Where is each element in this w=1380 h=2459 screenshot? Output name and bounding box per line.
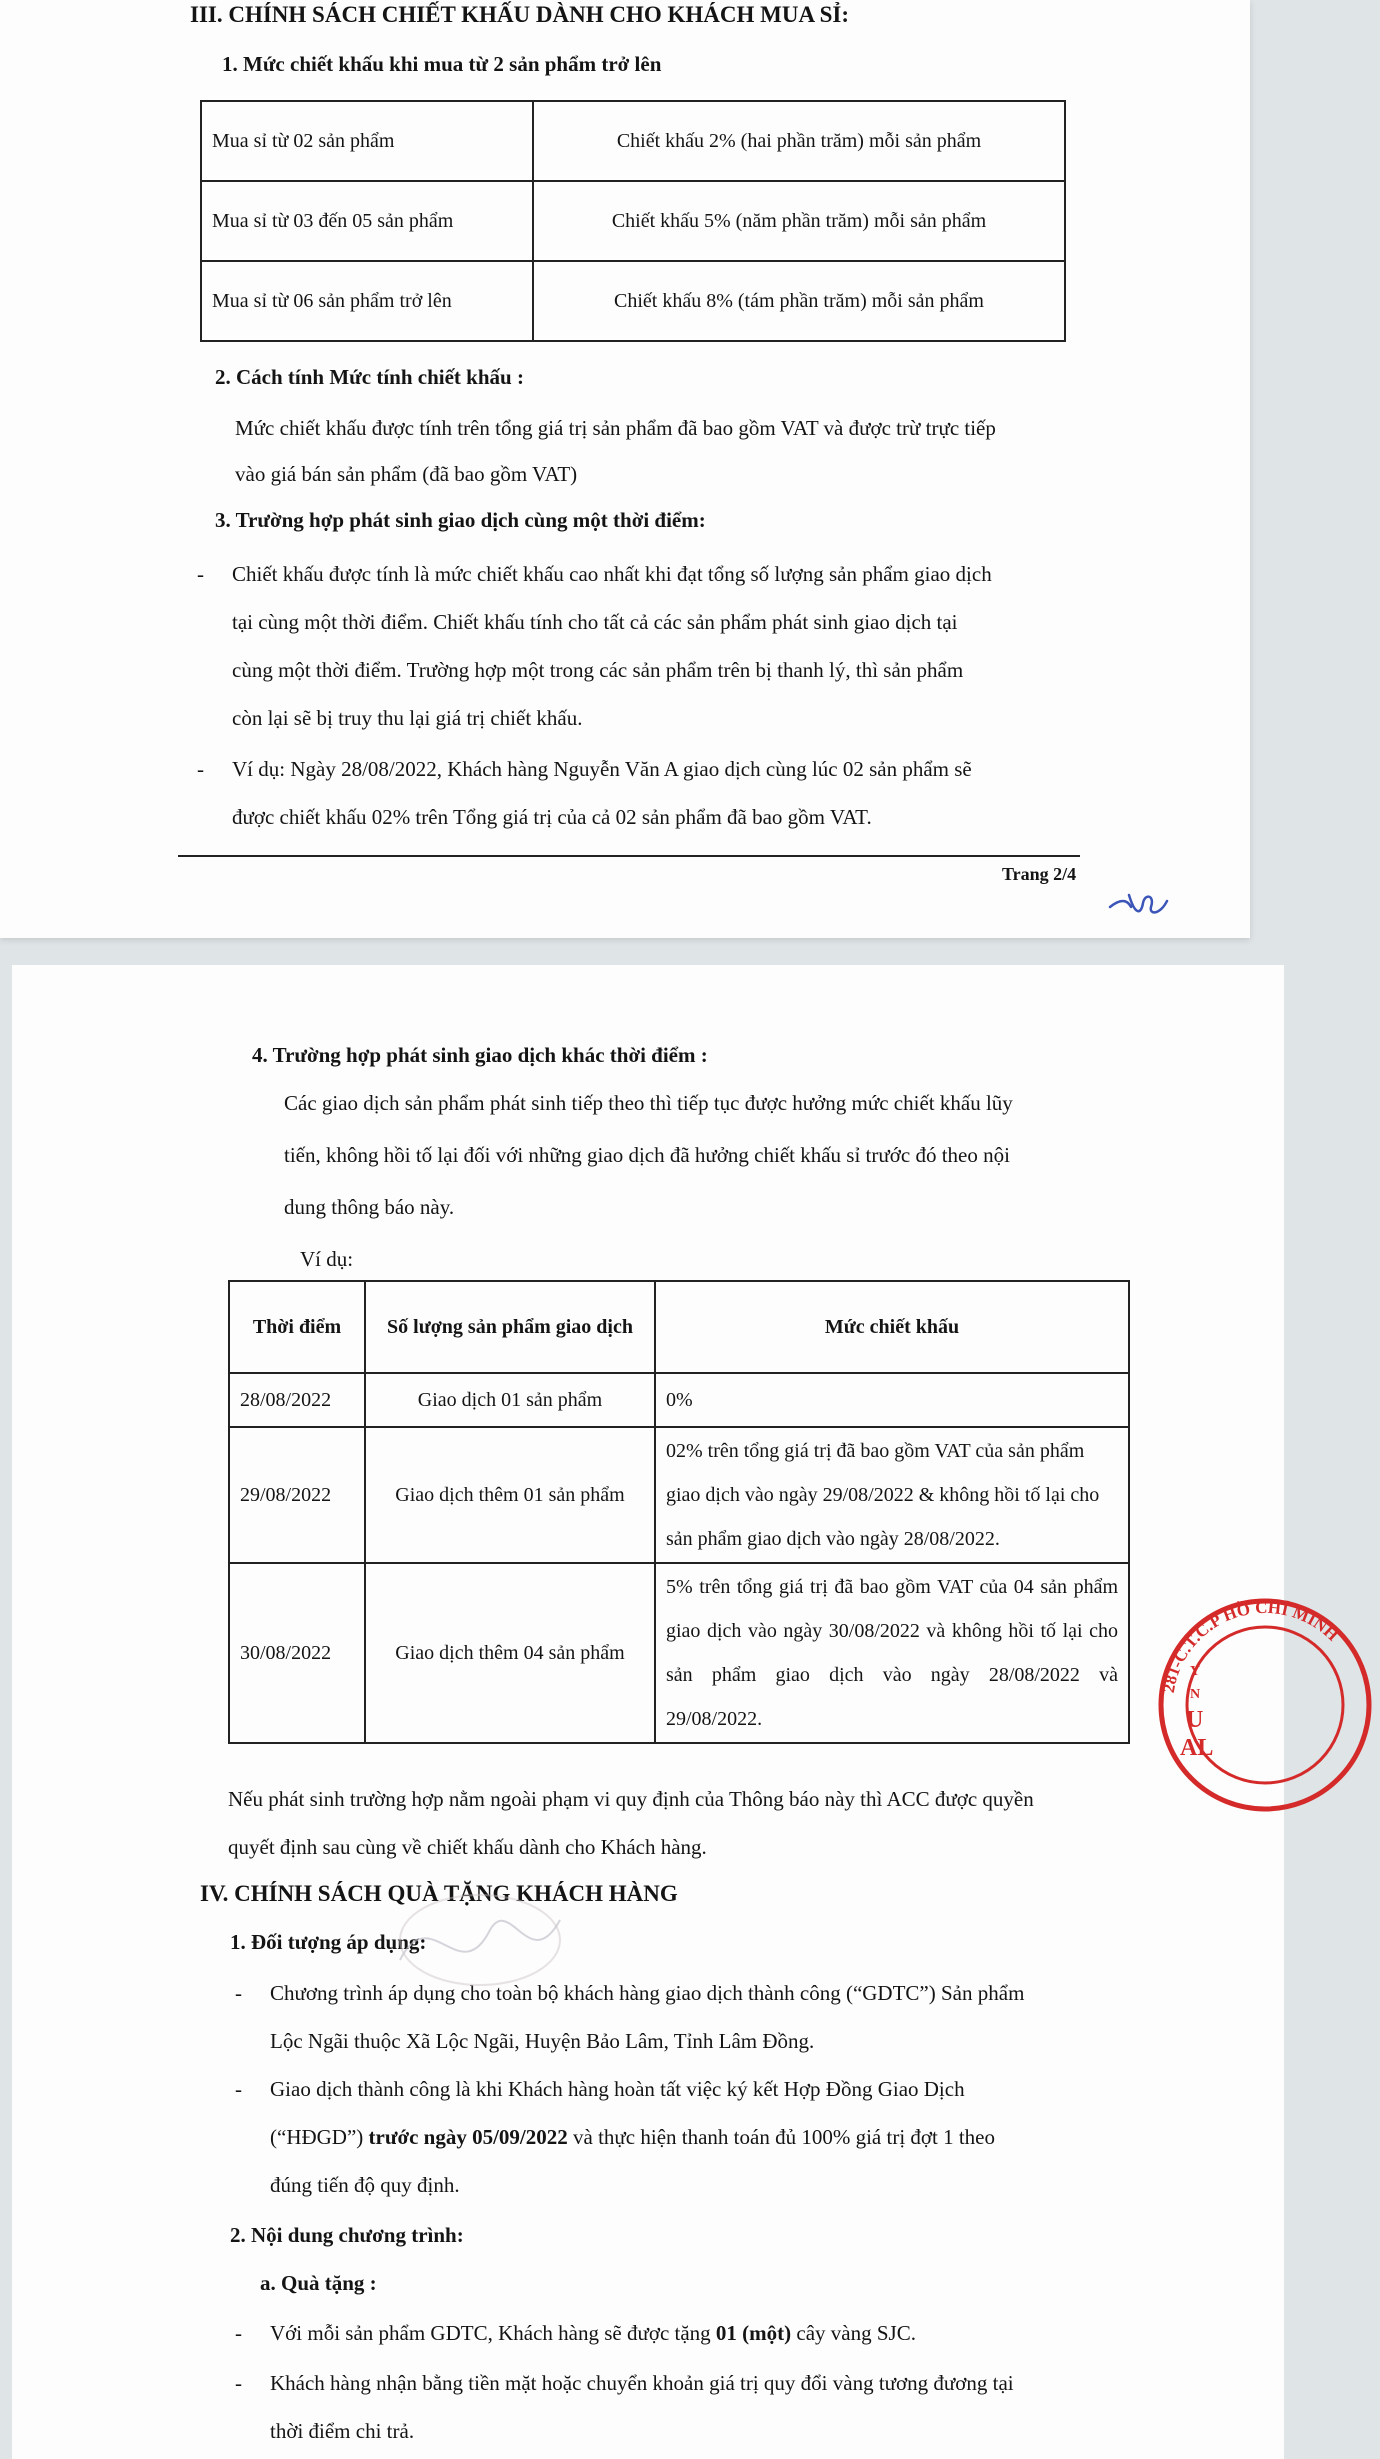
subsection-4-title: 4. Trường hợp phát sinh giao dịch khác thời điểm : bbox=[252, 1043, 708, 1067]
seal-icon bbox=[1150, 1595, 1380, 1815]
table-row bbox=[229, 1427, 1129, 1563]
subsection-3-title: 3. Trường hợp phát sinh giao dịch cùng một thời điểm: bbox=[215, 508, 706, 532]
example-label: Ví dụ: bbox=[300, 1247, 354, 1271]
paragraph-line: tiến, không hồi tố lại đối với những giao dịch đã hưởng chiết khấu sỉ trước đó theo nội bbox=[284, 1143, 1010, 1167]
table-cell: 5% trên tổng giá trị đã bao gồm VAT của 04 sản phẩm giao dịch vào ngày 30/08/2022 và không hồi tố lại cho sản phẩm giao dịch vào ngày 28/08/2022 và 29/08/2022. bbox=[655, 1563, 1129, 1743]
wholesale-discount-table bbox=[200, 100, 1066, 342]
table-cell: 29/08/2022 bbox=[229, 1427, 365, 1563]
column-header: Mức chiết khấu bbox=[655, 1281, 1129, 1373]
text-span: và thực hiện thanh toán đủ 100% giá trị đợt 1 theo bbox=[567, 2125, 995, 2149]
paragraph-line bbox=[270, 2309, 916, 2357]
bullet-item bbox=[235, 2065, 995, 2209]
bullet-dash: - bbox=[235, 1981, 242, 2005]
table-cell: Mua sỉ từ 03 đến 05 sản phẩm bbox=[201, 181, 533, 261]
bullet-item bbox=[197, 745, 972, 841]
column-header: Số lượng sản phẩm giao dịch bbox=[365, 1281, 655, 1373]
table-row bbox=[201, 181, 1065, 261]
subsection-2-title: 2. Nội dung chương trình: bbox=[230, 2223, 464, 2247]
paragraph-line: cùng một thời điểm. Trường hợp một trong các sản phẩm trên bị thanh lý, thì sản phẩm bbox=[232, 658, 964, 682]
paragraph-line: đúng tiến độ quy định. bbox=[270, 2173, 460, 2197]
subsection-a-title: a. Quà tặng : bbox=[260, 2271, 377, 2295]
table-cell: Chiết khấu 2% (hai phần trăm) mỗi sản phẩm bbox=[533, 101, 1065, 181]
paragraph-line: vào giá bán sản phẩm (đã bao gồm VAT) bbox=[235, 462, 578, 486]
text-span: cây vàng SJC. bbox=[791, 2321, 916, 2345]
paragraph-line: Mức chiết khấu được tính trên tổng giá trị sản phẩm đã bao gồm VAT và được trừ trực tiếp bbox=[235, 416, 996, 440]
bullet-dash: - bbox=[235, 2321, 242, 2345]
company-seal bbox=[1150, 1595, 1343, 1815]
table-row bbox=[229, 1563, 1129, 1743]
table-cell: 30/08/2022 bbox=[229, 1563, 365, 1743]
text-span: Với mỗi sản phẩm GDTC, Khách hàng sẽ được tặng bbox=[270, 2321, 716, 2345]
example-discount-table bbox=[228, 1280, 1130, 1744]
section-iv-title: IV. CHÍNH SÁCH QUÀ TẶNG KHÁCH HÀNG bbox=[200, 1881, 678, 1906]
table-cell: Giao dịch thêm 01 sản phẩm bbox=[365, 1427, 655, 1563]
paragraph-line bbox=[270, 2113, 995, 2161]
paragraph-line: thời điểm chi trả. bbox=[270, 2419, 415, 2443]
table-cell: Mua sỉ từ 02 sản phẩm bbox=[201, 101, 533, 181]
table-cell: Chiết khấu 5% (năm phần trăm) mỗi sản phẩm bbox=[533, 181, 1065, 261]
paragraph-line: còn lại sẽ bị truy thu lại giá trị chiết khấu. bbox=[232, 706, 583, 730]
subsection-1-title: 1. Mức chiết khấu khi mua từ 2 sản phẩm trở lên bbox=[222, 52, 662, 76]
bullet-item bbox=[235, 2309, 916, 2357]
table-cell: 0% bbox=[655, 1373, 1129, 1427]
subsection-1-title: 1. Đối tượng áp dụng: bbox=[230, 1930, 427, 1954]
paragraph-line: Ví dụ: Ngày 28/08/2022, Khách hàng Nguyễn Văn A giao dịch cùng lúc 02 sản phẩm sẽ bbox=[232, 757, 972, 781]
column-header: Thời điểm bbox=[229, 1281, 365, 1373]
footer-rule bbox=[178, 855, 1080, 857]
paragraph-line: quyết định sau cùng về chiết khấu dành cho Khách hàng. bbox=[228, 1835, 707, 1859]
document-page-3 bbox=[12, 965, 1284, 2459]
table-cell: Chiết khấu 8% (tám phần trăm) mỗi sản phẩm bbox=[533, 261, 1065, 341]
paragraph-line: Chương trình áp dụng cho toàn bộ khách hàng giao dịch thành công (“GDTC”) Sản phẩm bbox=[270, 1981, 1025, 2005]
paragraph-line: Khách hàng nhận bằng tiền mặt hoặc chuyển khoản giá trị quy đổi vàng tương đương tại bbox=[270, 2371, 1014, 2395]
deadline-date: trước ngày 05/09/2022 bbox=[368, 2125, 568, 2149]
seal-letter: U bbox=[1186, 1707, 1204, 1733]
section-iii-title: III. CHÍNH SÁCH CHIẾT KHẤU DÀNH CHO KHÁCH MUA SỈ: bbox=[190, 2, 849, 27]
paragraph-line: Chiết khấu được tính là mức chiết khấu cao nhất khi đạt tổng số lượng sản phẩm giao dịch bbox=[232, 562, 992, 586]
bullet-dash: - bbox=[235, 2077, 242, 2101]
seal-letter: AL bbox=[1180, 1735, 1214, 1761]
bullet-item bbox=[235, 2359, 1014, 2455]
handwritten-initial-icon bbox=[1105, 885, 1175, 925]
table-cell: Giao dịch 01 sản phẩm bbox=[365, 1373, 655, 1427]
seal-letter: N bbox=[1190, 1687, 1201, 1702]
paragraph-line: Lộc Ngãi thuộc Xã Lộc Ngãi, Huyện Bảo Lâm, Tỉnh Lâm Đồng. bbox=[270, 2029, 815, 2053]
document-page-2 bbox=[0, 0, 1250, 938]
table-cell: Mua sỉ từ 06 sản phẩm trở lên bbox=[201, 261, 533, 341]
paragraph-line: được chiết khấu 02% trên Tổng giá trị của cả 02 sản phẩm đã bao gồm VAT. bbox=[232, 805, 872, 829]
bullet-dash: - bbox=[235, 2371, 242, 2395]
subsection-2-title: 2. Cách tính Mức tính chiết khấu : bbox=[215, 365, 524, 389]
seal-text: 281-C.T.C.P HỒ CHÍ MINH bbox=[1158, 1597, 1343, 1695]
table-row bbox=[201, 261, 1065, 341]
paragraph-line: Nếu phát sinh trường hợp nằm ngoài phạm vi quy định của Thông báo này thì ACC được quyền bbox=[228, 1787, 1034, 1811]
bullet-dash: - bbox=[197, 757, 204, 781]
seal-letter: Y bbox=[1190, 1664, 1201, 1679]
table-row bbox=[229, 1373, 1129, 1427]
bullet-item bbox=[197, 550, 992, 742]
table-cell: 28/08/2022 bbox=[229, 1373, 365, 1427]
paragraph-line: Giao dịch thành công là khi Khách hàng hoàn tất việc ký kết Hợp Đồng Giao Dịch bbox=[270, 2077, 965, 2101]
paragraph-line: tại cùng một thời điểm. Chiết khấu tính cho tất cả các sản phẩm phát sinh giao dịch tại bbox=[232, 610, 958, 634]
faint-signature-icon bbox=[380, 1880, 580, 2000]
bullet-dash: - bbox=[197, 562, 204, 586]
gift-quantity: 01 (một) bbox=[715, 2321, 792, 2345]
paragraph-line: Các giao dịch sản phẩm phát sinh tiếp theo thì tiếp tục được hưởng mức chiết khấu lũy bbox=[284, 1091, 1013, 1115]
text-span: (“HĐGD”) bbox=[270, 2125, 369, 2149]
table-cell: 02% trên tổng giá trị đã bao gồm VAT của sản phẩm giao dịch vào ngày 29/08/2022 & không hồi tố lại cho sản phẩm giao dịch vào ngày 28/08/2022. bbox=[655, 1427, 1129, 1563]
table-header-row bbox=[229, 1281, 1129, 1373]
page-number: Trang 2/4 bbox=[1002, 864, 1077, 884]
table-cell: Giao dịch thêm 04 sản phẩm bbox=[365, 1563, 655, 1743]
paragraph-line: dung thông báo này. bbox=[284, 1195, 455, 1219]
table-row bbox=[201, 101, 1065, 181]
